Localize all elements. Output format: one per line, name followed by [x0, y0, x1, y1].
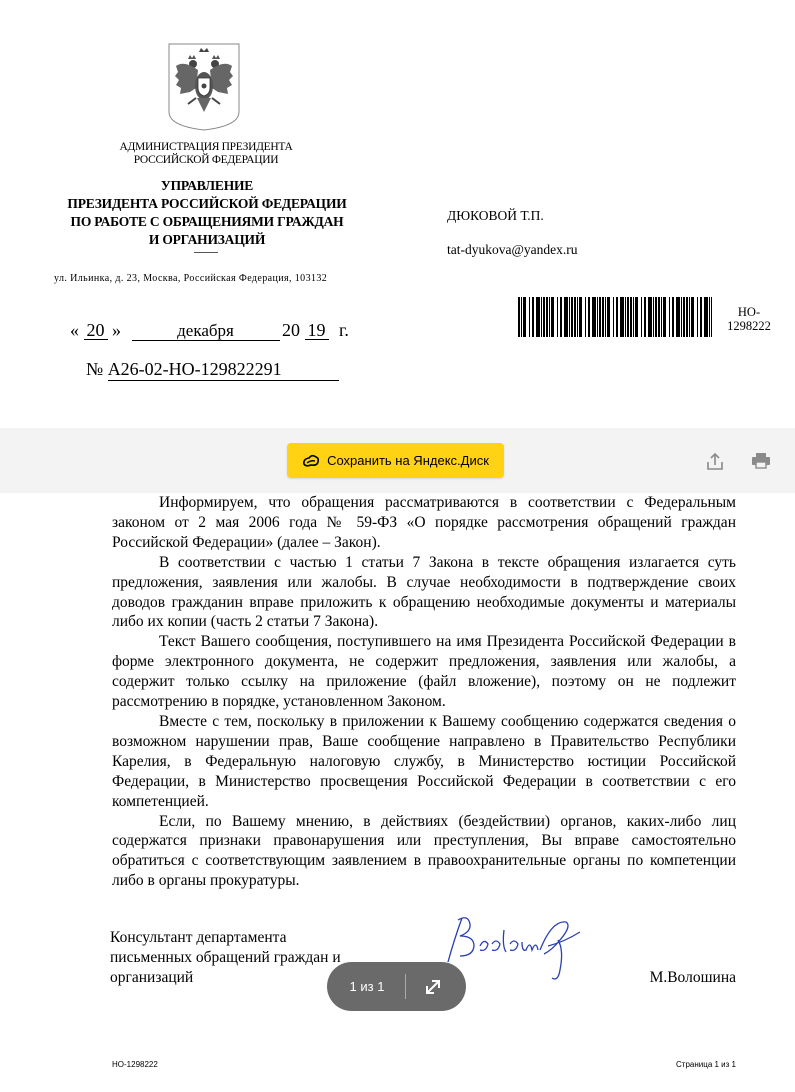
save-to-yandex-disk-button[interactable]: [287, 443, 504, 478]
letter-body: [112, 493, 736, 891]
yandex-disk-icon: [302, 454, 320, 468]
signer-name: М.Волошина: [649, 969, 736, 986]
barcode-bar: [564, 297, 568, 337]
barcode-bar: [709, 297, 710, 337]
barcode-bar: [541, 297, 542, 337]
barcode-bar: [630, 297, 632, 337]
barcode-bar: [602, 297, 604, 337]
barcode-bar: [518, 297, 520, 337]
barcode-bar: [616, 297, 618, 337]
barcode-bar: [697, 297, 698, 337]
body-paragraph: Информируем, что обращения рассматриваются в соответствии с Федеральным законом от 2 мая 2006 года № 59-ФЗ «О порядке рассмотрения обращений граждан Российской Федерации» (далее – Закон).: [112, 494, 736, 551]
barcode-number-line-1: НО-: [737, 305, 761, 319]
save-button-label: Сохранить на Яндекс.Диск: [327, 453, 489, 468]
barcode-number-line-2: 1298222: [727, 319, 771, 333]
share-icon[interactable]: [704, 451, 726, 473]
barcode-bar: [625, 297, 626, 337]
barcode-bar: [653, 297, 654, 337]
barcode-bar: [691, 297, 694, 337]
barcode-bar: [560, 297, 562, 337]
barcode-bar: [672, 297, 674, 337]
body-paragraph: Если, по Вашему мнению, в действиях (бездействии) органов, каких-либо лиц содержатся признаки правонарушения или преступления, Вы вправе самостоятельно обратиться с соответствующим заявлением в правоохранительные органы по компетенции либо в органы прокуратуры.: [112, 812, 736, 890]
barcode-bar: [557, 297, 558, 337]
barcode-bar: [597, 297, 598, 337]
date-open-quote: «: [70, 320, 79, 340]
barcode-bar: [661, 297, 662, 337]
footer-page-count: Страница 1 из 1: [676, 1060, 736, 1069]
barcode-bar: [523, 297, 526, 337]
barcode-bar: [569, 297, 570, 337]
barcode-bar: [689, 297, 690, 337]
footer-document-id: НО-1298222: [112, 1060, 158, 1069]
barcode-bar: [658, 297, 660, 337]
department-line-3: ПО РАБОТЕ С ОБРАЩЕНИЯМИ ГРАЖДАН: [70, 214, 344, 229]
barcode-bar: [577, 297, 578, 337]
outgoing-number: А26-02-НО-129822291: [108, 358, 339, 381]
barcode-bar: [633, 297, 634, 337]
barcode-bar: [700, 297, 702, 337]
body-paragraph: Текст Вашего сообщения, поступившего на имя Президента Российской Федерации в форме электронного документа, не содержит предложения, заявления или жалобы, а содержит только ссылку на приложение (файл вложение), поэтому он не подлежит рассмотрению в порядке, установленном Законом.: [112, 633, 736, 711]
pager-divider: [405, 974, 406, 999]
admin-line-1: АДМИНИСТРАЦИЯ ПРЕЗИДЕНТА: [119, 141, 293, 153]
barcode-bar: [644, 297, 646, 337]
outgoing-number-row: [86, 358, 339, 381]
admin-line-2: РОССИЙСКОЙ ФЕДЕРАЦИИ: [133, 154, 279, 166]
body-paragraph: Вместе с тем, поскольку в приложении к Вашему сообщению содержатся сведения о возможном нарушении прав, Ваше сообщение направлено в Правительство Республики Карелия, в Федеральную налоговую службу, в Министерство юстиции Российской Федерации, в Министерство просвещения Российской Федерации в соответствии с его компетенцией.: [112, 712, 736, 810]
barcode-bar: [579, 297, 582, 337]
barcode-bar: [635, 297, 638, 337]
page-pager: [327, 962, 466, 1011]
barcode-bar: [536, 297, 540, 337]
number-sign: №: [86, 359, 104, 379]
letterhead-divider: [194, 252, 218, 253]
barcode-bar: [588, 297, 590, 337]
barcode-bar: [676, 297, 680, 337]
barcode-bar: [663, 297, 666, 337]
barcode-bar: [571, 297, 573, 337]
barcode-bar: [613, 297, 614, 337]
department-line-2: ПРЕЗИДЕНТА РОССИЙСКОЙ ФЕДЕРАЦИИ: [67, 196, 347, 211]
barcode-bar: [546, 297, 548, 337]
fullscreen-icon[interactable]: [421, 975, 445, 999]
barcode-bar: [669, 297, 670, 337]
signer-title-line-3: организаций: [110, 969, 194, 986]
barcode-bar: [711, 297, 712, 337]
date-close-quote: »: [112, 320, 121, 340]
barcode-bar: [585, 297, 586, 337]
barcode: [518, 297, 712, 337]
signer-title-line-1: Консультант департамента: [110, 929, 287, 946]
coat-of-arms-emblem: [166, 42, 242, 132]
barcode-bar: [648, 297, 652, 337]
date-month: декабря: [132, 322, 280, 341]
date-day: 20: [84, 321, 108, 340]
recipient-email: tat-dyukova@yandex.ru: [447, 242, 578, 257]
barcode-bar: [599, 297, 601, 337]
barcode-bar: [704, 297, 708, 337]
page-indicator: 1 из 1: [349, 979, 385, 994]
date-year-prefix: 20: [282, 320, 300, 340]
barcode-bar: [592, 297, 596, 337]
barcode-bar: [620, 297, 624, 337]
barcode-bar: [627, 297, 629, 337]
barcode-bar: [532, 297, 534, 337]
department-line-1: УПРАВЛЕНИЕ: [160, 178, 254, 193]
barcode-bar: [683, 297, 685, 337]
barcode-bar: [551, 297, 554, 337]
barcode-bar: [605, 297, 606, 337]
barcode-bar: [686, 297, 688, 337]
date-year-suffix: 19: [305, 321, 329, 340]
recipient-name: ДЮКОВОЙ Т.П.: [447, 208, 544, 223]
barcode-bar: [549, 297, 550, 337]
barcode-bar: [641, 297, 642, 337]
barcode-bar: [574, 297, 576, 337]
barcode-bar: [543, 297, 545, 337]
department-line-4: И ОРГАНИЗАЦИЙ: [148, 232, 266, 247]
barcode-bar: [655, 297, 657, 337]
barcode-bar: [529, 297, 530, 337]
body-paragraph: В соответствии с частью 1 статьи 7 Закона в тексте обращения излагается суть предложения, заявления или жалобы. В случае необходимости в подтверждение своих доводов гражданин вправе приложить к обращению необходимые документы и материалы либо их копии (часть 2 статьи 7 Закона).: [112, 553, 736, 631]
barcode-bar: [607, 297, 610, 337]
barcode-bar: [521, 297, 522, 337]
barcode-number: [724, 305, 774, 333]
address: ул. Ильинка, д. 23, Москва, Российская Федерация, 103132: [54, 273, 328, 284]
document-date: [70, 320, 349, 341]
signer-title-line-2: письменных обращений граждан и: [110, 949, 341, 966]
date-year-unit: г.: [339, 320, 349, 340]
print-icon[interactable]: [750, 450, 772, 472]
barcode-bar: [681, 297, 682, 337]
